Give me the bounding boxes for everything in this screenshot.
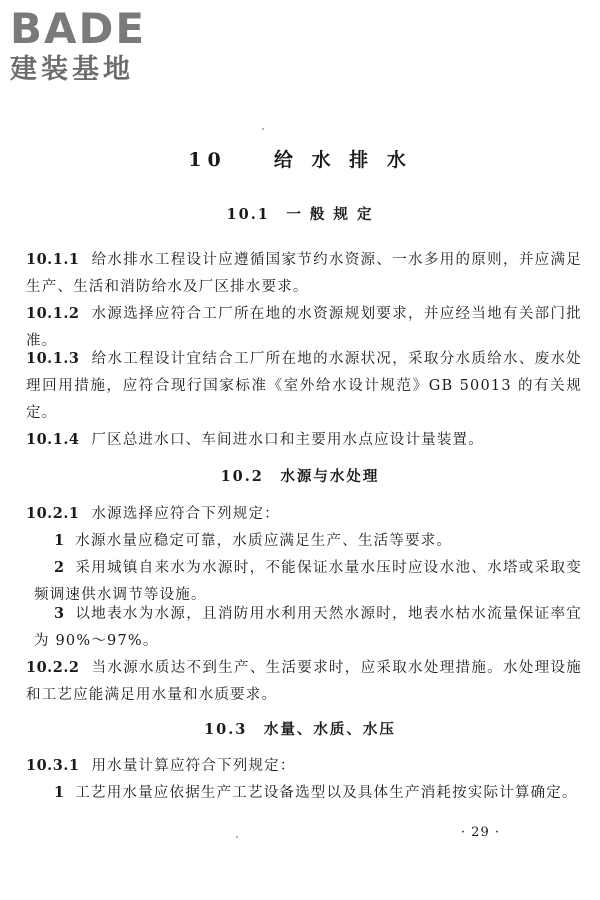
clause-text: 给水排水工程设计应遵循国家节约水资源、一水多用的原则，并应满足生产、生活和消防给水及厂区排水要求。 bbox=[26, 252, 582, 295]
item-number: 1 bbox=[54, 532, 66, 549]
item-text: 水源水量应稳定可靠，水质应满足生产、生活等要求。 bbox=[75, 533, 453, 549]
section-heading-10-2: 10.2 水源与水处理 bbox=[220, 468, 380, 485]
clause-10-1-1 bbox=[26, 246, 582, 301]
clause-number: 10.1.2 bbox=[26, 305, 80, 322]
chapter-title bbox=[0, 145, 600, 172]
clause-10-3-1 bbox=[26, 752, 582, 780]
clause-number: 10.1.4 bbox=[26, 431, 80, 448]
item-text: 以地表水为水源，且消防用水利用天然水源时，地表水枯水流量保证率宜为 90%～97%。 bbox=[34, 606, 582, 649]
clause-number: 10.3.1 bbox=[26, 757, 80, 774]
clause-number: 10.2.1 bbox=[26, 505, 80, 522]
clause-number: 10.1.3 bbox=[26, 350, 80, 367]
scan-speck bbox=[262, 128, 264, 130]
clause-10-1-3 bbox=[26, 345, 582, 427]
item-number: 1 bbox=[54, 784, 66, 801]
clause-text: 用水量计算应符合下列规定： bbox=[91, 758, 296, 774]
list-item-1 bbox=[34, 779, 582, 807]
bade-logo bbox=[10, 6, 180, 90]
clause-text: 给水工程设计宜结合工厂所在地的水源状况，采取分水质给水、废水处理回用措施，应符合现行国家标准《室外给水设计规范》GB 50013 的有关规定。 bbox=[26, 351, 582, 421]
clause-text: 水源选择应符合下列规定： bbox=[91, 506, 280, 522]
item-text: 工艺用水量应依据生产工艺设备选型以及具体生产消耗按实际计算确定。 bbox=[75, 785, 578, 801]
item-text: 采用城镇自来水为水源时，不能保证水量水压时应设水池、水塔或采取变频调速供水调节等设施。 bbox=[34, 560, 582, 603]
list-item-3 bbox=[34, 600, 582, 655]
section-heading-10-1: 10.1 一 般 规 定 bbox=[226, 206, 374, 223]
clause-text: 水源选择应符合工厂所在地的水资源规划要求，并应经当地有关部门批准。 bbox=[26, 306, 582, 349]
clause-text: 当水源水质达不到生产、生活要求时，应采取水处理措施。水处理设施和工艺应能满足用水量和水质要求。 bbox=[26, 660, 582, 703]
chapter-number: 10 bbox=[188, 149, 227, 171]
page-number: · 29 · bbox=[460, 825, 500, 840]
chapter-name: 给 水 排 水 bbox=[273, 149, 412, 171]
item-number: 2 bbox=[54, 559, 66, 576]
section-heading-10-3: 10.3 水量、水质、水压 bbox=[204, 721, 396, 738]
clause-10-2-1 bbox=[26, 500, 582, 528]
scan-speck bbox=[236, 836, 238, 838]
clause-10-1-4 bbox=[26, 426, 582, 454]
logo-chinese-name: 建装基地 bbox=[10, 54, 134, 85]
item-number: 3 bbox=[54, 605, 66, 622]
clause-text: 厂区总进水口、车间进水口和主要用水点应设计量装置。 bbox=[91, 432, 484, 448]
list-item-1 bbox=[34, 527, 582, 555]
logo-wordmark: BADE bbox=[10, 4, 147, 53]
clause-number: 10.1.1 bbox=[26, 251, 80, 268]
clause-number: 10.2.2 bbox=[26, 659, 80, 676]
clause-10-2-2 bbox=[26, 654, 582, 709]
